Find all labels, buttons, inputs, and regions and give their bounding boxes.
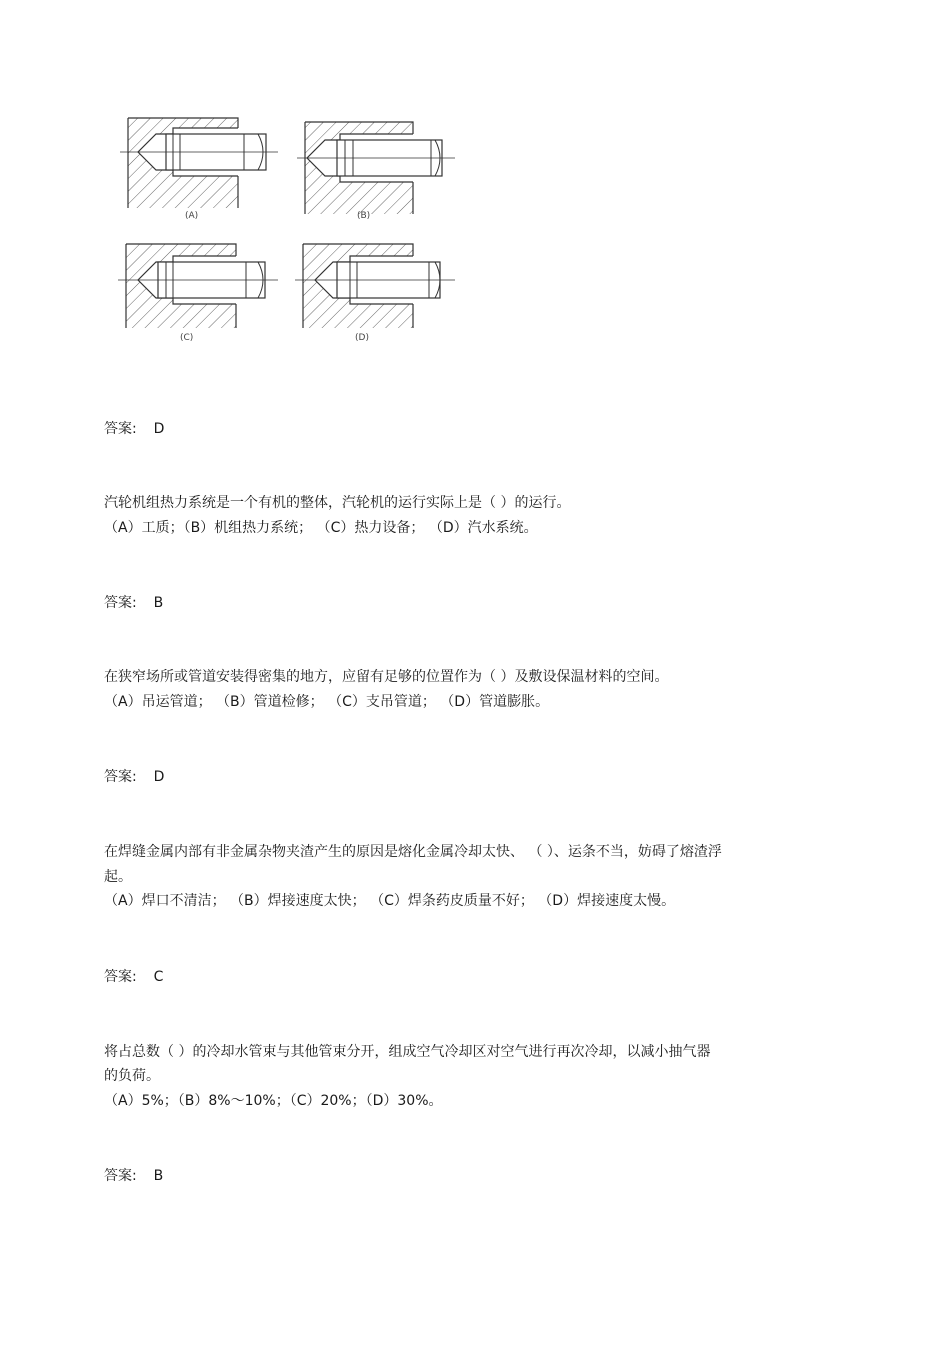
diagram-d-label: (D) (355, 333, 369, 343)
question-line-continued: 的负荷。 (104, 1068, 160, 1084)
options-line: （A）焊口不清洁； （B）焊接速度太快； （C）焊条药皮质量不好； （D）焊接速度太慢。 (104, 893, 676, 909)
diagram-c (118, 244, 278, 343)
diagram-c-label: (C) (180, 333, 194, 343)
options-line: （A）工质；（B）机组热力系统； （C）热力设备； （D）汽水系统。 (104, 520, 538, 536)
thread-diagram-figure (118, 112, 463, 352)
answer-prefix: 答案: (104, 595, 137, 611)
thread-diagram-svg (118, 112, 463, 352)
answer-value: C (153, 969, 164, 985)
answer-value: D (153, 769, 165, 785)
question-line-continued: 起。 (104, 869, 132, 885)
answer-value: B (153, 595, 164, 611)
answer-line (104, 593, 163, 613)
answer-line (104, 419, 164, 439)
answer-value: D (153, 421, 165, 437)
diagram-d (295, 244, 455, 343)
answer-prefix: 答案: (104, 1168, 137, 1184)
diagram-b-label: (B) (357, 211, 371, 221)
answer-prefix: 答案: (104, 769, 137, 785)
diagram-a-label: (A) (185, 211, 199, 221)
answer-line (104, 767, 164, 787)
question-line: 在焊缝金属内部有非金属杂物夹渣产生的原因是熔化金属冷却太快、 （ ）、运条不当，妨碍了熔渣浮 (104, 844, 722, 860)
answer-line (104, 1166, 163, 1186)
diagram-a (120, 118, 278, 221)
answer-prefix: 答案: (104, 421, 137, 437)
question-line: 在狭窄场所或管道安装得密集的地方，应留有足够的位置作为（ ）及敷设保温材料的空间。 (104, 669, 669, 685)
options-line: （A）5%；（B）8%～10%；（C）20%；（D）30%。 (104, 1093, 443, 1109)
diagram-b (297, 122, 455, 221)
options-line: （A）吊运管道； （B）管道检修； （C）支吊管道； （D）管道膨胀。 (104, 694, 550, 710)
question-line: 将占总数（ ）的冷却水管束与其他管束分开，组成空气冷却区对空气进行再次冷却，以减小抽气器 (104, 1044, 711, 1060)
answer-value: B (153, 1168, 164, 1184)
question-line: 汽轮机组热力系统是一个有机的整体，汽轮机的运行实际上是（ ）的运行。 (104, 495, 571, 511)
answer-line (104, 967, 163, 987)
answer-prefix: 答案: (104, 969, 137, 985)
